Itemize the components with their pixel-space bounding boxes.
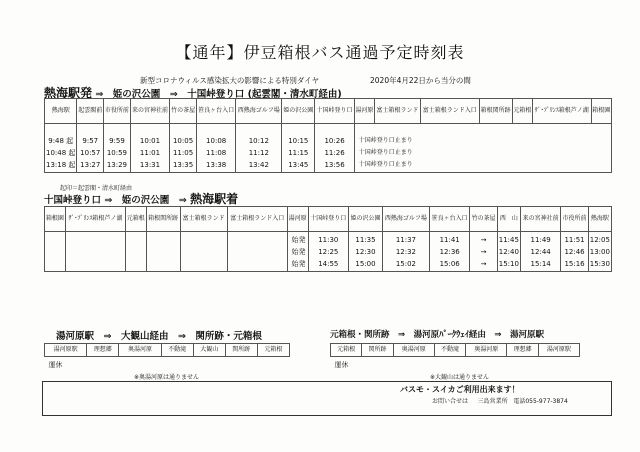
section3-left-note: ※奥湯河原は通りません [134, 374, 200, 381]
section3-left-table [44, 343, 290, 375]
time-cell [227, 232, 287, 272]
stop-header: 笹良ヶ台入口 [196, 99, 235, 124]
stop-header: 関所跡 [225, 344, 257, 357]
stop-header: ｻﾞ･ﾌﾟﾘﾝｽ箱根芦ノ湖 [532, 99, 591, 124]
terminus-cell [354, 124, 611, 173]
stop-header: 十国峠登り口 [308, 207, 348, 232]
footer-main: バスモ・スイカご利用出来ます！ [400, 385, 520, 394]
stop-header: 市役所前 [561, 207, 588, 232]
stop-header: 来の宮神社前 [130, 99, 169, 124]
date-note: 2020年4月22日から当分の間 [370, 76, 471, 85]
stop-header: 西熱海ゴルフ場 [236, 99, 282, 124]
section3-left-route: 湯河原駅 ⇒ 大観山経由 ⇒ 関所跡・元箱根 [56, 331, 262, 342]
section2-route-mid: ⇒ 姫の沢公園 ⇒ [104, 195, 187, 206]
time-cell: 10:12 11:12 13:42 [236, 124, 282, 173]
section2-table [44, 206, 612, 272]
page-title: 【通年】伊豆箱根バス通過予定時刻表 [175, 43, 465, 62]
section3-right-status: 運休 [334, 361, 349, 370]
time-cell: 11:30 12:25 14:55 [308, 232, 348, 272]
stop-header: 富士箱根ランド入口 [420, 99, 479, 124]
stop-header: 姫の沢公園 [349, 207, 383, 232]
section1-route-from: 熱海駅発 [44, 86, 93, 100]
footer-contact-label: お問い合せは [432, 398, 469, 405]
stop-header: 十国峠登り口 [315, 99, 354, 124]
terminus-label: 十国峠登り口止まり [358, 161, 413, 168]
stop-header: 湯河原駅 [45, 344, 87, 357]
stop-header: 西 山 [497, 207, 520, 232]
stop-header: 元箱根 [257, 344, 289, 357]
time-cell: 10:15 11:15 13:45 [282, 124, 315, 173]
stop-header: 富士箱根ランド [180, 207, 227, 232]
time-cell: 12:05 13:00 15:30 [588, 232, 611, 272]
time-cell: 10:26 11:26 13:56 [315, 124, 354, 173]
stop-header: 来の宮神社前 [520, 207, 560, 232]
stop-header: 大観山 [193, 344, 225, 357]
time-cell: 9:57 10:57 13:27 [77, 124, 104, 173]
terminus-label: 十国峠登り口止まり [358, 149, 413, 156]
time-cell: 10:01 11:01 13:31 [130, 124, 169, 173]
footer-office: 三島営業所 [477, 398, 508, 405]
stop-header: 不動滝 [434, 344, 465, 357]
stop-header: 不動滝 [161, 344, 193, 357]
stop-header: 姫の沢公園 [282, 99, 315, 124]
time-cell: 始発 始発 始発 [287, 232, 308, 272]
time-cell: 10:08 11:08 13:38 [196, 124, 235, 173]
time-cell [146, 232, 180, 272]
time-cell [65, 232, 125, 272]
stop-header: 竹の茶屋 [170, 99, 197, 124]
section1-route-rest: ⇒ 姫の沢公園 ⇒ 十国峠登り口 [95, 89, 245, 100]
time-cell: 11:37 12:32 15:02 [382, 232, 429, 272]
stop-header: 竹の茶屋 [470, 207, 497, 232]
stop-header: 箱根園 [45, 207, 66, 232]
stop-header: 起雲閣前 [77, 99, 104, 124]
time-cell: → → → [470, 232, 497, 272]
time-cell: 9:59 10:59 13:29 [104, 124, 131, 173]
stop-header: 熱海駅 [588, 207, 611, 232]
stop-header: 湯河原 [287, 207, 308, 232]
section3-right-route: 元箱根・関所跡 ⇒ 湯河原ﾊﾟｰｸｳｪｲ経由 ⇒ 湯河原駅 [330, 330, 544, 340]
time-cell [125, 232, 146, 272]
stop-header: 元箱根 [512, 99, 532, 124]
stop-header: 湯河原 [354, 99, 374, 124]
time-cell: 11:41 12:36 15:06 [429, 232, 469, 272]
stop-header: 奥湯河原 [119, 344, 161, 357]
time-cell: 11:51 12:46 15:16 [561, 232, 588, 272]
footer-contact [432, 396, 568, 405]
section1-footnote: 起印＝起雲閣・清水町経由 [60, 185, 133, 192]
footer-phone: 電話055-977-3874 [513, 398, 568, 405]
subtitle: 新型コロナウィルス感染拡大の影響による特別ダイヤ [140, 76, 320, 85]
time-cell: 10:05 11:05 13:35 [170, 124, 197, 173]
time-cell [45, 232, 66, 272]
time-cell: 9:48 起 10:48 起 13:18 起 [45, 124, 77, 173]
stop-header: 富士箱根ランド入口 [227, 207, 287, 232]
section2-route-from: 十国峠登り口 [44, 195, 102, 206]
stop-header: 熱海駅 [45, 99, 77, 124]
stop-header: 箱根園 [591, 99, 611, 124]
stop-header: 元箱根 [331, 344, 362, 357]
stop-header: 理想郷 [507, 344, 538, 357]
stop-header: 湯河原駅 [538, 344, 579, 357]
stop-header: 箱根関所跡 [479, 99, 512, 124]
stop-header: 関所跡 [362, 344, 393, 357]
time-cell: 11:35 12:30 15:00 [349, 232, 383, 272]
section1-table [44, 98, 612, 173]
stop-header: 元箱根 [125, 207, 146, 232]
stop-header: 奥湯河原 [393, 344, 434, 357]
stop-header: ｻﾞ･ﾌﾟﾘﾝｽ箱根芦ノ湖 [65, 207, 125, 232]
stop-header: 奥湯河原 [466, 344, 507, 357]
stop-header: 西熱海ゴルフ場 [382, 207, 429, 232]
stop-header: 笹良ヶ台入口 [429, 207, 469, 232]
time-cell: 11:45 12:40 15:10 [497, 232, 520, 272]
section2-route [44, 190, 238, 207]
stop-header: 市役所前 [104, 99, 131, 124]
time-cell [180, 232, 227, 272]
section3-right-note: ※大観山は通りません [430, 374, 490, 381]
stop-header: 富士箱根ランド [375, 99, 421, 124]
section1-via: (起雲閣・清水町経由) [247, 89, 342, 100]
time-cell: 11:49 12:44 15:14 [520, 232, 560, 272]
section3-left-status: 運休 [48, 361, 63, 370]
section3-right-table [330, 343, 580, 375]
stop-header: 箱根関所跡 [146, 207, 180, 232]
stop-header: 理想郷 [87, 344, 119, 357]
terminus-label: 十国峠登り口止まり [358, 137, 413, 144]
section2-route-to: 熱海駅着 [190, 192, 239, 206]
